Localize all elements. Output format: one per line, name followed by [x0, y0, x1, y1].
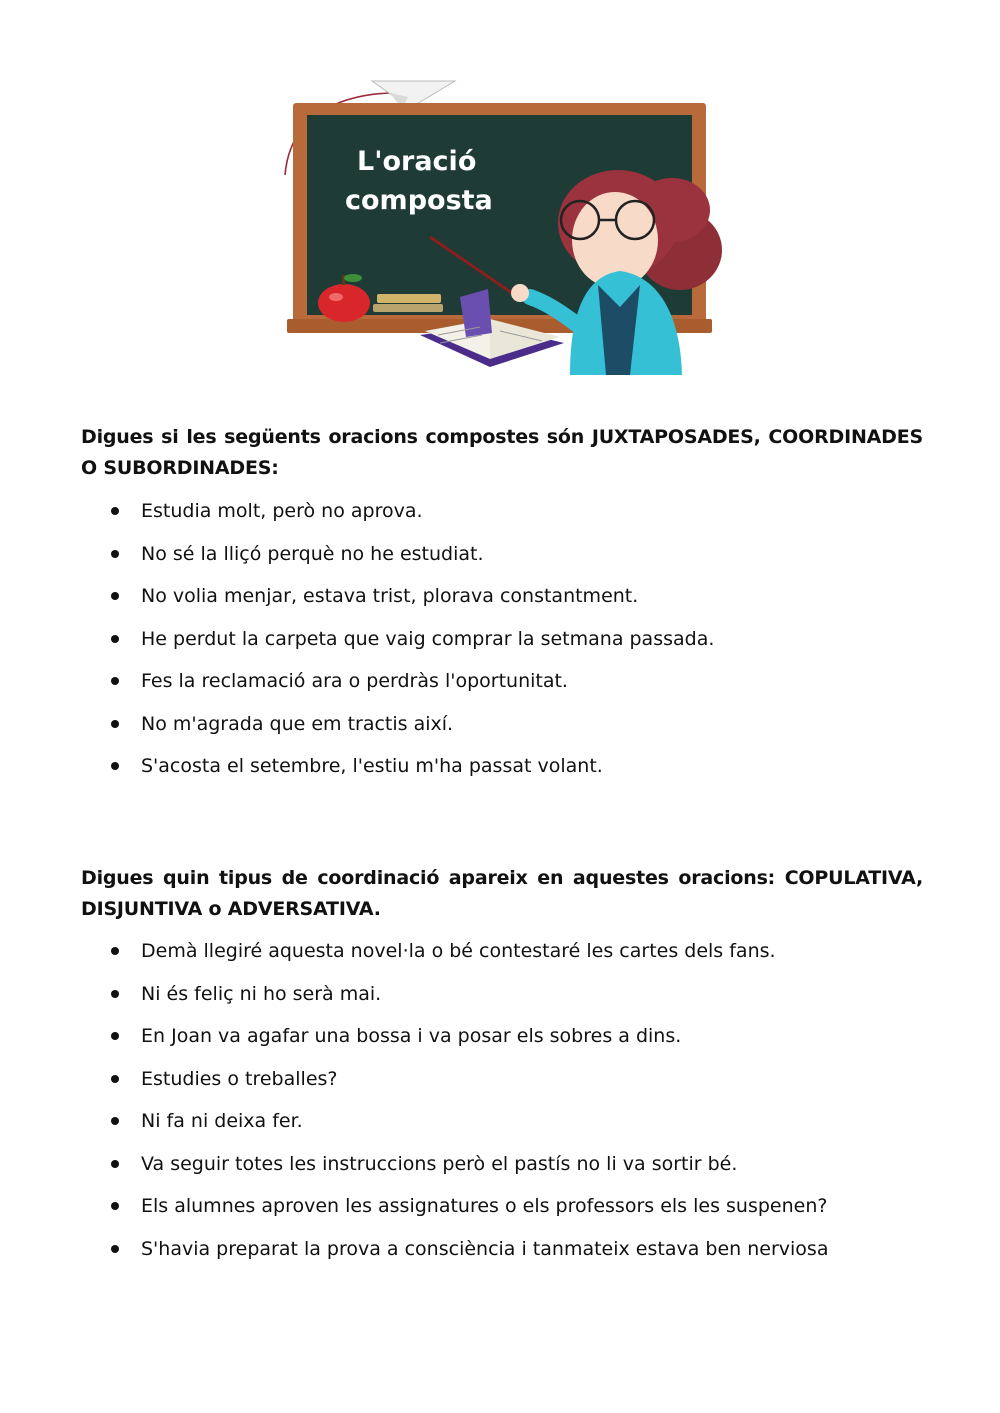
list-item: Demà llegiré aquesta novel·la o bé contestaré les cartes dels fans. [110, 938, 930, 981]
list-item: Fes la reclamació ara o perdràs l'oportunitat. [110, 668, 930, 711]
list-item: No volia menjar, estava trist, plorava constantment. [110, 583, 930, 626]
list-item: Els alumnes aproven les assignatures o els professors els les suspenen? [110, 1193, 930, 1236]
list-item: S'acosta el setembre, l'estiu m'ha passat volant. [110, 753, 930, 796]
list-item: No sé la lliçó perquè no he estudiat. [110, 541, 930, 584]
instruction-section-2: Digues quin tipus de coordinació apareix en aquestes oracions: COPULATIVA, DISJUNTIVA o ADVERSATIVA. [81, 867, 923, 920]
list-section-1 [110, 498, 930, 796]
list-item: Va seguir totes les instruccions però el pastís no li va sortir bé. [110, 1151, 930, 1194]
list-item: Ni és feliç ni ho serà mai. [110, 981, 930, 1024]
header-illustration [280, 75, 730, 375]
board-title-line2: composta [345, 185, 493, 216]
list-item: En Joan va agafar una bossa i va posar els sobres a dins. [110, 1023, 930, 1066]
list-item: Estudia molt, però no aprova. [110, 498, 930, 541]
list-item: He perdut la carpeta que vaig comprar la setmana passada. [110, 626, 930, 669]
list-section-2 [110, 938, 930, 1278]
list-item: No m'agrada que em tractis així. [110, 711, 930, 754]
books-stack-icon [373, 294, 443, 312]
list-item: S'havia preparat la prova a consciència i tanmateix estava ben nerviosa [110, 1236, 930, 1279]
instruction-section-1: Digues si les següents oracions compostes són JUXTAPOSADES, COORDINADES O SUBORDINADES: [81, 426, 923, 479]
board-title-line1: L'oració [357, 146, 477, 177]
list-item: Ni fa ni deixa fer. [110, 1108, 930, 1151]
list-item: Estudies o treballes? [110, 1066, 930, 1109]
